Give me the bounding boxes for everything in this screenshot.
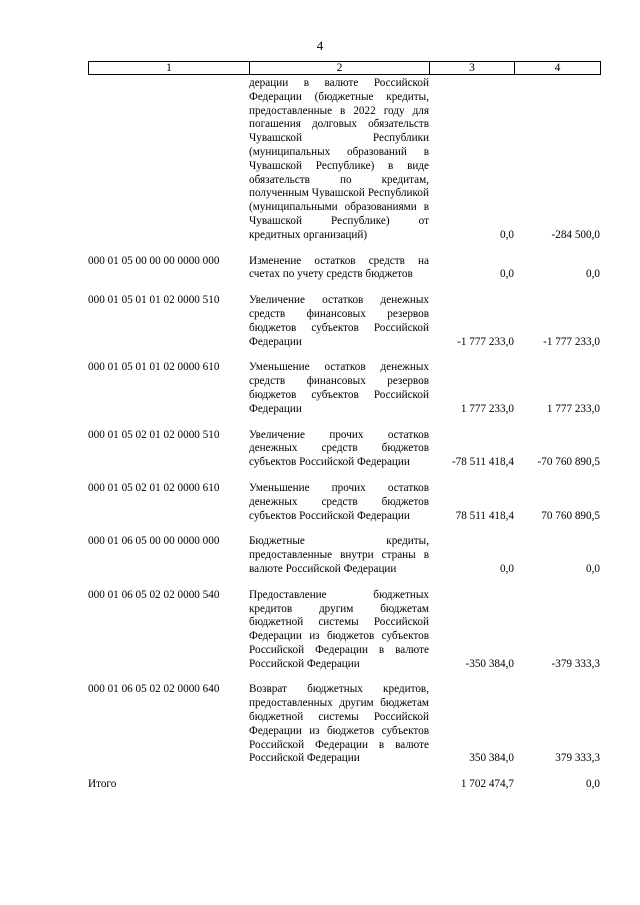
row-code: 000 01 05 01 01 02 0000 610 [88,361,220,374]
page-number: 4 [316,38,324,53]
table-row [88,535,600,576]
row-code: 000 01 06 05 02 02 0000 540 [88,588,220,601]
column-header-row [88,61,601,75]
row-value-col4: 0,0 [586,268,600,281]
row-value-col3: -78 511 418,4 [451,456,514,469]
table-row [88,77,600,243]
row-value-col3: -1 777 233,0 [457,335,514,348]
row-code: 000 01 05 02 01 02 0000 610 [88,481,220,494]
row-description: Уменьшение прочих остатков денежных средств бюджетов субъектов Российской Федерации [249,481,429,522]
table-body [88,77,600,792]
table-row [88,255,600,283]
total-value-col4: 0,0 [586,778,600,791]
row-description: Уменьшение остатков денежных средств финансовых резервов бюджетов субъектов Российской Федерации [249,361,429,415]
row-value-col3: -350 384,0 [465,657,514,670]
row-value-col4: -1 777 233,0 [543,335,600,348]
table-row [88,361,600,416]
row-description: дерации в валюте Российской Федерации (бюджетные кредиты, предоставленные в 2022 году для погашения долговых обязательств Чувашской Республики (муниципальных образований в Чувашской Республике) в виде обязательств по кредитам, полученным Чувашской Республикой (муниципальными образованиями в Чувашской Республике) от кредитных организаций) [249,77,429,241]
row-value-col3: 1 777 233,0 [460,402,514,415]
row-code: 000 01 05 01 01 02 0000 510 [88,294,220,307]
row-description: Возврат бюджетных кредитов, предоставленных другим бюджетам бюджетной системы Российской Федерации из бюджетов субъектов Российской Федерации в валюте Российской Федерации [249,683,429,765]
column-header-2: 2 [250,62,430,75]
row-value-col4: -70 760 890,5 [537,456,600,469]
table-row [88,589,600,672]
row-value-col3: 0,0 [500,268,514,281]
row-value-col3: 350 384,0 [469,752,514,765]
total-row [88,778,600,792]
row-code: 000 01 05 00 00 00 0000 000 [88,254,220,267]
row-description: Бюджетные кредиты, предоставленные внутри страны в валюте Российской Федерации [249,535,429,575]
row-value-col3: 0,0 [500,228,514,241]
row-description: Увеличение остатков денежных средств финансовых резервов бюджетов субъектов Российской Федерации [249,294,429,348]
row-value-col4: -284 500,0 [551,228,600,241]
total-value-col3: 1 702 474,7 [460,778,514,791]
column-header-3: 3 [430,62,515,75]
row-description: Увеличение прочих остатков денежных средств бюджетов субъектов Российской Федерации [249,428,429,469]
table-row [88,683,600,766]
row-code: 000 01 06 05 00 00 0000 000 [88,535,220,548]
table-row [88,429,600,470]
column-header-4: 4 [515,62,601,75]
column-header-1: 1 [89,62,250,75]
row-description: Изменение остатков средств на счетах по учету средств бюджетов [249,254,429,281]
row-value-col3: 78 511 418,4 [455,509,514,522]
row-value-col4: 0,0 [586,562,600,575]
row-value-col3: 0,0 [500,562,514,575]
row-value-col4: 70 760 890,5 [541,509,600,522]
row-value-col4: -379 333,3 [551,657,600,670]
row-code: 000 01 06 05 02 02 0000 640 [88,683,220,696]
table-row [88,294,600,349]
total-label: Итого [88,778,117,791]
row-code: 000 01 05 02 01 02 0000 510 [88,428,220,441]
table-row [88,482,600,523]
row-value-col4: 1 777 233,0 [546,402,600,415]
row-value-col4: 379 333,3 [555,752,600,765]
row-description: Предоставление бюджетных кредитов другим бюджетам бюджетной системы Российской Федерации из бюджетов субъектов Российской Федерации в валюте Российской Федерации [249,588,429,670]
